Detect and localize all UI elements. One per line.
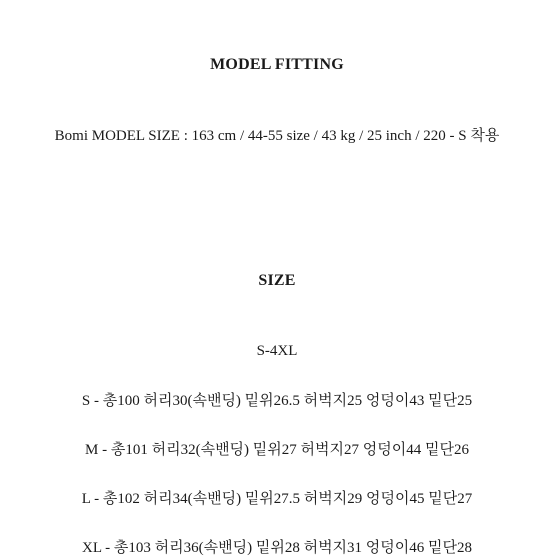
size-row-s: S - 총100 허리30(속밴딩) 밑위26.5 허벅지25 엉덩이43 밑단25 bbox=[81, 393, 473, 409]
size-row-m: M - 총101 허리32(속밴딩) 밑위27 허벅지27 엉덩이44 밑단26 bbox=[85, 442, 469, 458]
model-fitting-heading: MODEL FITTING bbox=[210, 56, 344, 73]
size-row-l: L - 총102 허리34(속밴딩) 밑위27.5 허벅지29 엉덩이45 밑단27 bbox=[81, 491, 473, 507]
size-range: S-4XL bbox=[256, 343, 298, 359]
model-size-info: Bomi MODEL SIZE : 163 cm / 44-55 size / 43 kg / 25 inch / 220 - S 착용 bbox=[54, 128, 500, 144]
size-heading: SIZE bbox=[258, 272, 296, 289]
size-row-xl: XL - 총103 허리36(속밴딩) 밑위28 허벅지31 엉덩이46 밑단28 bbox=[81, 540, 472, 556]
